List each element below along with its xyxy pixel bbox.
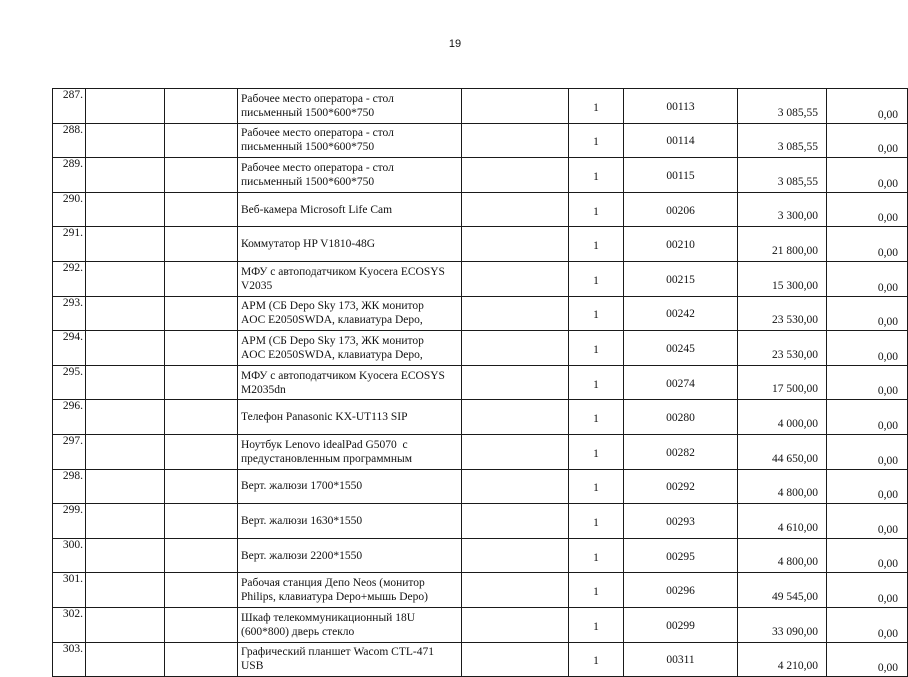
quantity-cell: 1 <box>569 400 624 435</box>
inventory-number-cell: 00114 <box>624 123 738 158</box>
inventory-number-cell: 00299 <box>624 607 738 642</box>
table-row <box>53 573 908 608</box>
empty-cell <box>86 89 165 124</box>
value-cell: 4 800,00 <box>738 538 827 573</box>
empty-cell <box>86 573 165 608</box>
value-cell: 4 610,00 <box>738 504 827 539</box>
row-number-cell: 297. <box>53 434 86 469</box>
value-cell: 33 090,00 <box>738 607 827 642</box>
empty-cell <box>462 261 569 296</box>
inventory-number-cell: 00311 <box>624 642 738 677</box>
empty-cell <box>462 642 569 677</box>
page-number: 19 <box>448 38 462 50</box>
empty-cell <box>86 192 165 227</box>
row-number-cell: 292. <box>53 261 86 296</box>
empty-cell <box>86 227 165 262</box>
quantity-cell: 1 <box>569 192 624 227</box>
description-cell: АРМ (СБ Depo Sky 173, ЖК монитор AOC E2050SWDA, клавиатура Depo, <box>238 296 462 331</box>
empty-cell <box>165 573 238 608</box>
empty-cell <box>462 158 569 193</box>
amount-cell: 0,00 <box>827 192 908 227</box>
table-row <box>53 434 908 469</box>
row-number-cell: 302. <box>53 607 86 642</box>
empty-cell <box>462 504 569 539</box>
description-cell: Графический планшет Wacom CTL-471 USB <box>238 642 462 677</box>
amount-cell: 0,00 <box>827 331 908 366</box>
inventory-number-cell: 00215 <box>624 261 738 296</box>
inventory-number-cell: 00210 <box>624 227 738 262</box>
table-row <box>53 158 908 193</box>
amount-cell: 0,00 <box>827 123 908 158</box>
empty-cell <box>165 504 238 539</box>
table-row <box>53 331 908 366</box>
value-cell: 23 530,00 <box>738 331 827 366</box>
row-number-cell: 300. <box>53 538 86 573</box>
empty-cell <box>86 365 165 400</box>
empty-cell <box>462 573 569 608</box>
empty-cell <box>165 158 238 193</box>
amount-cell: 0,00 <box>827 296 908 331</box>
empty-cell <box>462 469 569 504</box>
empty-cell <box>462 227 569 262</box>
table-row <box>53 365 908 400</box>
amount-cell: 0,00 <box>827 261 908 296</box>
quantity-cell: 1 <box>569 261 624 296</box>
value-cell: 3 085,55 <box>738 158 827 193</box>
amount-cell: 0,00 <box>827 227 908 262</box>
empty-cell <box>86 261 165 296</box>
empty-cell <box>86 400 165 435</box>
value-cell: 15 300,00 <box>738 261 827 296</box>
description-cell: Верт. жалюзи 1630*1550 <box>238 504 462 539</box>
empty-cell <box>165 538 238 573</box>
row-number-cell: 295. <box>53 365 86 400</box>
quantity-cell: 1 <box>569 227 624 262</box>
quantity-cell: 1 <box>569 158 624 193</box>
value-cell: 49 545,00 <box>738 573 827 608</box>
amount-cell: 0,00 <box>827 434 908 469</box>
table-row <box>53 400 908 435</box>
table-row <box>53 123 908 158</box>
empty-cell <box>165 400 238 435</box>
empty-cell <box>462 192 569 227</box>
table-row <box>53 607 908 642</box>
table-row <box>53 261 908 296</box>
empty-cell <box>86 504 165 539</box>
value-cell: 44 650,00 <box>738 434 827 469</box>
description-cell: Рабочее место оператора - стол письменный 1500*600*750 <box>238 89 462 124</box>
description-cell: Телефон Panasonic KX-UT113 SIP <box>238 400 462 435</box>
row-number-cell: 301. <box>53 573 86 608</box>
value-cell: 3 085,55 <box>738 123 827 158</box>
description-cell: МФУ с автоподатчиком Kyocera ECOSYS M2035dn <box>238 365 462 400</box>
amount-cell: 0,00 <box>827 158 908 193</box>
value-cell: 4 210,00 <box>738 642 827 677</box>
quantity-cell: 1 <box>569 642 624 677</box>
value-cell: 21 800,00 <box>738 227 827 262</box>
empty-cell <box>462 123 569 158</box>
inventory-table-body <box>53 89 908 677</box>
description-cell: МФУ с автоподатчиком Kyocera ECOSYS V2035 <box>238 261 462 296</box>
quantity-cell: 1 <box>569 296 624 331</box>
empty-cell <box>86 642 165 677</box>
value-cell: 3 300,00 <box>738 192 827 227</box>
table-row <box>53 504 908 539</box>
amount-cell: 0,00 <box>827 365 908 400</box>
value-cell: 4 800,00 <box>738 469 827 504</box>
table-row <box>53 642 908 677</box>
amount-cell: 0,00 <box>827 607 908 642</box>
amount-cell: 0,00 <box>827 469 908 504</box>
description-cell: Шкаф телекоммуникационный 18U (600*800) дверь стекло <box>238 607 462 642</box>
description-cell: Верт. жалюзи 2200*1550 <box>238 538 462 573</box>
inventory-number-cell: 00206 <box>624 192 738 227</box>
description-cell: Ноутбук Lenovo idealPad G5070 с предустановленным программным <box>238 434 462 469</box>
table-row <box>53 538 908 573</box>
description-cell: Коммутатор HP V1810-48G <box>238 227 462 262</box>
inventory-table <box>52 88 908 677</box>
description-cell: Верт. жалюзи 1700*1550 <box>238 469 462 504</box>
quantity-cell: 1 <box>569 607 624 642</box>
inventory-number-cell: 00274 <box>624 365 738 400</box>
inventory-number-cell: 00295 <box>624 538 738 573</box>
value-cell: 23 530,00 <box>738 296 827 331</box>
empty-cell <box>165 123 238 158</box>
empty-cell <box>462 365 569 400</box>
description-cell: Веб-камера Microsoft Life Cam <box>238 192 462 227</box>
empty-cell <box>462 607 569 642</box>
amount-cell: 0,00 <box>827 642 908 677</box>
empty-cell <box>462 434 569 469</box>
quantity-cell: 1 <box>569 434 624 469</box>
empty-cell <box>462 400 569 435</box>
inventory-number-cell: 00296 <box>624 573 738 608</box>
quantity-cell: 1 <box>569 538 624 573</box>
quantity-cell: 1 <box>569 89 624 124</box>
table-row <box>53 296 908 331</box>
inventory-number-cell: 00292 <box>624 469 738 504</box>
empty-cell <box>165 607 238 642</box>
empty-cell <box>462 89 569 124</box>
row-number-cell: 293. <box>53 296 86 331</box>
row-number-cell: 296. <box>53 400 86 435</box>
empty-cell <box>165 227 238 262</box>
empty-cell <box>165 642 238 677</box>
empty-cell <box>165 261 238 296</box>
empty-cell <box>165 365 238 400</box>
amount-cell: 0,00 <box>827 538 908 573</box>
empty-cell <box>165 89 238 124</box>
row-number-cell: 290. <box>53 192 86 227</box>
empty-cell <box>165 331 238 366</box>
row-number-cell: 298. <box>53 469 86 504</box>
empty-cell <box>86 607 165 642</box>
row-number-cell: 299. <box>53 504 86 539</box>
empty-cell <box>462 296 569 331</box>
empty-cell <box>165 434 238 469</box>
quantity-cell: 1 <box>569 573 624 608</box>
inventory-number-cell: 00115 <box>624 158 738 193</box>
table-row <box>53 227 908 262</box>
amount-cell: 0,00 <box>827 504 908 539</box>
description-cell: АРМ (СБ Depo Sky 173, ЖК монитор AOC E2050SWDA, клавиатура Depo, <box>238 331 462 366</box>
inventory-number-cell: 00113 <box>624 89 738 124</box>
empty-cell <box>165 469 238 504</box>
row-number-cell: 291. <box>53 227 86 262</box>
quantity-cell: 1 <box>569 365 624 400</box>
empty-cell <box>86 434 165 469</box>
table-row <box>53 192 908 227</box>
amount-cell: 0,00 <box>827 89 908 124</box>
quantity-cell: 1 <box>569 504 624 539</box>
row-number-cell: 288. <box>53 123 86 158</box>
empty-cell <box>86 158 165 193</box>
empty-cell <box>86 123 165 158</box>
inventory-number-cell: 00245 <box>624 331 738 366</box>
table-row <box>53 89 908 124</box>
inventory-number-cell: 00242 <box>624 296 738 331</box>
row-number-cell: 294. <box>53 331 86 366</box>
value-cell: 3 085,55 <box>738 89 827 124</box>
value-cell: 17 500,00 <box>738 365 827 400</box>
empty-cell <box>86 469 165 504</box>
row-number-cell: 289. <box>53 158 86 193</box>
quantity-cell: 1 <box>569 123 624 158</box>
empty-cell <box>165 296 238 331</box>
amount-cell: 0,00 <box>827 573 908 608</box>
inventory-number-cell: 00293 <box>624 504 738 539</box>
empty-cell <box>462 538 569 573</box>
amount-cell: 0,00 <box>827 400 908 435</box>
quantity-cell: 1 <box>569 469 624 504</box>
empty-cell <box>86 538 165 573</box>
description-cell: Рабочее место оператора - стол письменный 1500*600*750 <box>238 123 462 158</box>
table-row <box>53 469 908 504</box>
description-cell: Рабочая станция Депо Neos (монитор Philips, клавиатура Depo+мышь Depo) <box>238 573 462 608</box>
row-number-cell: 303. <box>53 642 86 677</box>
empty-cell <box>462 331 569 366</box>
empty-cell <box>165 192 238 227</box>
quantity-cell: 1 <box>569 331 624 366</box>
empty-cell <box>86 296 165 331</box>
value-cell: 4 000,00 <box>738 400 827 435</box>
inventory-number-cell: 00280 <box>624 400 738 435</box>
description-cell: Рабочее место оператора - стол письменный 1500*600*750 <box>238 158 462 193</box>
inventory-number-cell: 00282 <box>624 434 738 469</box>
empty-cell <box>86 331 165 366</box>
row-number-cell: 287. <box>53 89 86 124</box>
